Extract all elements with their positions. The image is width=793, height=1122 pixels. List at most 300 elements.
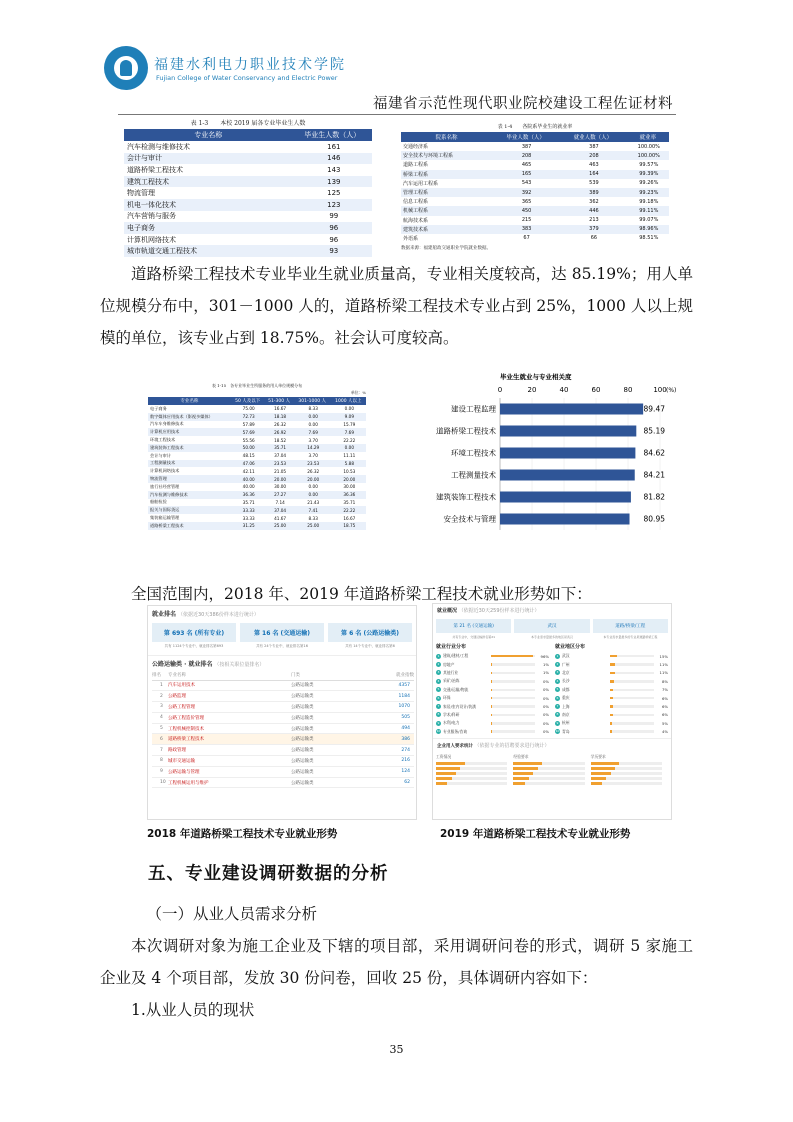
table-cell: 35.71 [242,499,255,505]
table-cell: 城市轨道交通工程技术 [124,245,293,257]
requirement-column [436,754,513,785]
distribution-name: 上海 [562,703,570,709]
table-cell: 5.88 [331,460,366,468]
distribution-row [436,660,549,668]
requirement-bar [436,762,507,765]
column-header: 就业人数（人） [559,132,626,142]
table-cell: 7.41 [294,506,331,514]
distribution-percent: 6% [661,695,668,701]
table-cell: 40.00 [242,484,255,490]
bar-fill [610,672,615,675]
paragraph: 道路桥梁工程技术专业毕业生就业质量高，专业相关度较高，达 85.19%；用人单位规模分布中，301－1000 人的，道路桥梁工程技术专业占到 25%，1000 人以上规模的单位，该专业占到 18.75%。社会认可度较高。 [100,265,693,347]
distribution-bar [491,722,535,725]
requirement-bar [436,782,507,785]
distribution-bar [491,689,535,692]
table-cell: 7.69 [294,428,331,436]
table-cell: 362 [589,198,599,205]
category: 公路运输类 [291,680,359,691]
rank-box: 武汉 [514,619,589,633]
bar-fill [610,722,612,725]
table-cell: 交通经济系 [403,144,429,151]
table-cell: 25.00 [294,522,331,530]
table-cell: 8.33 [308,515,318,521]
table-cell: 21.43 [307,499,320,505]
table-cell: 计算机应用技术 [148,428,231,436]
table-row [152,680,414,691]
table-cell: 96 [329,235,339,244]
table-cell: 446 [559,206,626,215]
distribution-row [555,677,668,685]
bar-fill [610,689,613,692]
table-cell: 389 [559,188,626,197]
table-cell: 387 [521,143,532,150]
distribution-bar [491,714,535,717]
requirement-bar [436,777,507,780]
table-row [124,187,372,199]
employment-index: 124 [359,766,414,777]
bar-fill [436,782,447,785]
rank-dot: 10 [436,729,441,734]
table-cell: 27.27 [264,491,293,499]
table-cell: 98.96% [627,225,669,234]
table-cell: 30.00 [343,484,356,490]
table-cell: 22.22 [343,437,356,443]
table-row [148,514,366,522]
distribution-percent: 6% [661,704,668,710]
distribution-percent: 0% [542,704,549,710]
table-cell: 0.00 [308,484,318,490]
distribution-name: 杭州 [562,720,570,726]
table-caption: 表 1-3 本校 2019 届各专业毕业生人数 [190,120,306,127]
category-label: 建设工程监理 [451,404,496,414]
panel-subtitle: （依据近30天259份样本进行统计） [458,608,540,614]
paragraph: 全国范围内，2018 年、2019 年道路桥梁工程技术就业形势如下： [131,585,592,603]
table-cell: 123 [293,199,372,211]
table-cell: 18.75 [331,522,366,530]
table-cell: 20.00 [264,475,293,483]
category-label: 道路桥梁工程技术 [436,426,496,436]
table-row [401,216,669,225]
distribution-row [555,719,668,727]
category: 公路运输类 [291,712,359,723]
table-cell: 37.04 [274,453,287,459]
table-cell: 建筑技术系 [401,225,492,234]
rank-dot: 7 [556,704,559,709]
employment-index: 216 [359,756,414,767]
table-cell: 100.00% [637,143,660,150]
rank-number: 1 [152,680,168,691]
category: 公路运输类 [291,734,359,745]
distribution-percent: 15% [659,653,668,659]
table-row [152,712,414,723]
table-cell: 99.57% [639,161,659,168]
distribution-percent: 0% [542,695,549,701]
table-cell: 99.23% [627,188,669,197]
table-cell: 0.00 [294,413,331,421]
distribution-bar [491,730,535,733]
table-cell: 99.11% [627,206,669,215]
rank-box: 第 21 名 (交通运输) [436,619,511,633]
table-cell: 26.92 [264,428,293,436]
bar-fill [610,655,617,658]
major-name: 路政管理 [168,745,291,756]
bar-fill [436,777,452,780]
tick-label: 100 [653,386,667,394]
category: 公路运输类 [291,745,359,756]
rank-dot: 9 [556,720,559,725]
table-row [401,197,669,206]
table-cell: 36.36 [231,491,265,499]
distribution-percent: 0% [542,687,549,693]
table-row [148,413,366,421]
logo-emblem-icon [104,46,148,90]
distribution-row [555,652,668,660]
table-cell: 99.07% [639,217,659,224]
employment-index: 62 [359,777,414,788]
rank-dot: 5 [437,687,440,692]
distribution-name: 青岛 [562,728,570,734]
table-cell: 11.11 [343,453,356,459]
table-cell: 165 [492,170,559,179]
table-row [124,211,372,223]
requirement-bar [513,762,584,765]
column-header: 门类 [291,671,359,680]
distribution-bar [610,663,654,666]
distribution-bar [610,680,654,683]
table-cell: 539 [589,180,599,187]
rank-note: 共有专业中，交通运输排名第21 [452,635,496,639]
column-header: 专业名称 [168,671,291,680]
bar-fill [591,777,607,780]
table-cell: 会计与审计 [150,452,171,458]
distribution-name: 其他行业 [443,669,459,675]
distribution-name: 武汉 [562,653,570,659]
table-cell: 30.00 [274,484,287,490]
distribution-name: 交通/运输/物流 [443,686,469,692]
table-cell: 25.00 [264,522,293,530]
table-row [152,691,414,702]
table-cell: 99 [329,212,339,221]
distribution-bar [610,689,654,692]
panel-title: 就业排名 [152,611,177,618]
employment-index: 1070 [359,702,414,713]
table-row [148,405,366,413]
table-cell: 计算机网络技术 [150,468,180,474]
category: 公路运输类 [291,691,359,702]
major-name: 汽车运用技术 [168,680,291,691]
bar [500,448,635,459]
distribution-percent: 0% [542,678,549,684]
rank-number: 10 [152,777,168,788]
tick-label: 40 [559,386,569,394]
distribution-name: 南京 [562,711,570,717]
table-row [148,483,366,491]
table-cell: 0.00 [331,444,366,452]
table-note: 数据来源：福建船政交通职业学院就业数据。 [401,246,491,252]
rank-box: 第 6 名 (公路运输类) [328,623,412,642]
table-cell: 建筑装饰工程技术 [148,444,231,452]
requirement-header: 经验要求 [513,753,529,759]
rank-dot: 8 [556,712,559,717]
category-label: 安全技术与管理 [443,514,496,524]
category: 公路运输类 [291,702,359,713]
table-cell: 365 [521,198,532,205]
bar-fill [591,772,611,775]
distribution-row [555,711,668,719]
bar-fill [610,714,613,717]
table-cell: 道路桥梁工程技术 [127,165,183,174]
distribution-row [436,711,549,719]
table-cell: 旅行社经营管理 [150,483,180,489]
distribution-percent: 5% [661,720,668,726]
distribution-name: 学术/科研 [443,711,460,717]
header-title: 福建省示范性现代职业院校建设工程佐证材料 [373,96,673,112]
requirement-column [513,754,590,785]
column-header: 毕业人数（人） [492,132,559,142]
requirement-bar [591,782,662,785]
rank-box: 第 16 名 (交通运输) [240,623,324,642]
table-cell: 67 [523,235,530,242]
table-cell: 0.00 [344,406,354,412]
rank-dot: 7 [437,704,440,709]
distribution-name: 采矿/冶炼 [443,678,460,684]
table-cell: 汽车检测与维修技术 [148,491,231,499]
requirement-header: 工资情况 [436,753,452,759]
table-row [148,428,366,436]
table-row [148,436,366,444]
category-label: 工程测量技术 [451,470,496,480]
bar-fill [610,663,615,666]
table-cell: 41.67 [274,515,287,521]
distribution-name: 房地产 [443,661,455,667]
table-row [148,467,366,475]
distribution-row [555,669,668,677]
bar-fill [610,697,613,700]
distribution-row [555,702,668,710]
table-cell: 26.32 [307,468,320,474]
table-row [124,222,372,234]
table-cell: 33.33 [242,515,255,521]
distribution-row [436,677,549,685]
rank-dot: 3 [437,670,440,675]
category: 公路运输类 [291,766,359,777]
table-cell: 21.05 [274,468,287,474]
bar-fill [513,782,524,785]
requirement-header: 学历要求 [590,753,606,759]
chart-title: 毕业生就业与专业相关度 [500,373,572,381]
column-header: 专业名称 [124,129,293,141]
distribution-name: 北京 [562,669,570,675]
requirement-bar [591,767,662,770]
column-header: 专业名称 [148,397,231,405]
table-cell: 3.70 [308,453,318,459]
table-cell: 机械工程系 [401,206,492,215]
rank-dot: 3 [556,670,559,675]
distribution-name: 环保 [443,695,451,701]
req-subtitle: （依据专业的招聘要求进行统计） [474,742,550,749]
rank-box: 道路/桥梁/工程 [593,619,668,633]
table-row [401,170,669,179]
college-logo [104,44,346,96]
distribution-row [436,652,549,660]
table-cell: 18.52 [274,437,287,443]
table-graduate-count [124,115,372,257]
rank-dot: 5 [556,687,559,692]
distribution-name: 专业服务/咨询 [443,728,468,734]
table-cell: 电子商务 [124,222,293,234]
data-label: 81.82 [643,492,665,502]
bar-fill [591,782,602,785]
table-cell: 100.00% [627,151,669,160]
distribution-percent: 7% [661,687,668,693]
requirement-bar [513,772,584,775]
table-cell: 35.71 [264,444,293,452]
distribution-row [555,660,668,668]
table-unit: 单位：% [351,390,366,395]
table-row [401,151,669,160]
table-row [148,499,366,507]
table-cell: 143 [327,165,341,174]
table-row [148,421,366,429]
rank-dot: 1 [437,653,440,658]
bar [500,470,635,481]
requirement-bar [591,777,662,780]
figure-caption-left: 2018 年道路桥梁工程技术专业就业形势 [147,828,338,840]
column-header: 301-1000 人 [294,397,331,405]
requirement-bar [436,772,507,775]
table-cell: 汽车营销与服务 [127,212,176,221]
distribution-percent: 0% [542,712,549,718]
distribution-percent: 1% [542,662,549,668]
table-caption: 表 1-15 各专业毕业生所服务的用人单位规模分布 [211,383,303,388]
distribution-bar [610,705,654,708]
distribution-bar [610,730,654,733]
table-cell: 161 [327,142,341,151]
table-cell: 465 [521,161,532,168]
distribution-row [436,719,549,727]
panel-subtitle: （依据近30天386份样本进行统计） [177,612,259,618]
distribution-percent: 1% [542,670,549,676]
table-cell: 7.14 [275,499,285,505]
distribution-bar [610,722,654,725]
rank-dot: 4 [556,678,559,683]
list-subtitle: （按相关职位量排名） [214,662,265,668]
bar-fill [610,680,614,683]
column-header: 排名 [152,671,168,680]
requirement-bar [513,767,584,770]
table-cell: 航海技术系 [403,217,429,224]
table-cell: 215 [521,217,532,224]
table-cell: 42.11 [242,468,255,474]
rank-number: 8 [152,756,168,767]
category: 公路运输类 [291,723,359,734]
distribution-name: 长沙 [562,678,570,684]
distribution-bar [491,705,535,708]
table-cell: 16.67 [274,406,287,412]
table-cell: 3.70 [308,437,318,443]
table-row [152,766,414,777]
table-cell: 139 [293,176,372,188]
table-row [152,756,414,767]
column-header: 50 人及以下 [231,397,265,405]
table-cell: 96 [293,222,372,234]
table-cell: 75.00 [242,406,255,412]
distribution-percent: 0% [542,720,549,726]
distribution-name: 成都 [562,686,570,692]
distribution-row [555,694,668,702]
distribution-percent: 6% [661,712,668,718]
distribution-row [436,686,549,694]
data-label: 84.21 [643,470,665,480]
section-heading: 五、专业建设调研数据的分析 [148,864,389,884]
table-caption: 表 1-4 各院系毕业生的就业率 [497,124,573,130]
table-department-employment [401,123,669,251]
list-item-heading: 1.从业人员的现状 [131,1001,255,1019]
column-header: 毕业生人数（人） [293,129,372,141]
rank-dot: 1 [556,653,559,658]
distribution-row [555,728,668,736]
table-cell: 31.25 [231,522,265,530]
table-cell: 208 [492,151,559,160]
rank-number: 9 [152,766,168,777]
logo-english: Fujian College of Water Conservancy and Electric Power [156,74,338,82]
panel-title: 就业概况 [437,608,458,614]
table-cell: 543 [521,180,532,187]
distribution-name: 家居/室内设计/装潢 [443,703,476,709]
table-cell: 物流管理 [148,475,231,483]
table-row [148,460,366,468]
table-row [401,206,669,215]
table-cell: 23.53 [294,460,331,468]
rank-note: 本专业需求量最多的专业是道路桥梁工程 [603,635,658,639]
table-cell: 383 [492,225,559,234]
table [148,397,366,530]
area-title: 就业地区分布 [555,644,586,650]
data-label: 84.62 [643,448,665,458]
table-cell: 7.69 [331,428,366,436]
table-cell: 99.18% [639,198,659,205]
major-name: 城市交通运输 [168,756,291,767]
distribution-percent: 4% [661,729,668,735]
table-cell: 10.53 [343,468,356,474]
table-cell: 汽车车身维修技术 [150,421,184,427]
bar-fill [513,767,537,770]
rank-note: 共有 1124个专业中，就业排名第693 [164,644,224,648]
distribution-row [555,686,668,694]
table-row [148,491,366,499]
table-cell: 道路工程系 [403,162,429,169]
bar-fill [436,767,460,770]
table-cell: 55.56 [242,437,255,443]
ranking-table [152,671,414,788]
distribution-bar [610,672,654,675]
bar-fill [513,762,542,765]
table-row [152,777,414,788]
bar-fill [436,762,465,765]
rank-number: 7 [152,745,168,756]
data-label: 89.47 [643,404,665,414]
major-name: 公路运输与管理 [168,766,291,777]
distribution-row [436,669,549,677]
table-row [401,142,669,151]
distribution-percent: 96% [540,653,549,659]
requirement-bar [591,772,662,775]
table-cell: 208 [559,151,626,160]
table-row [152,745,414,756]
chart-major-relevance [405,370,695,540]
column-header: 1000 人以上 [331,397,366,405]
table-cell: 40.00 [231,475,265,483]
